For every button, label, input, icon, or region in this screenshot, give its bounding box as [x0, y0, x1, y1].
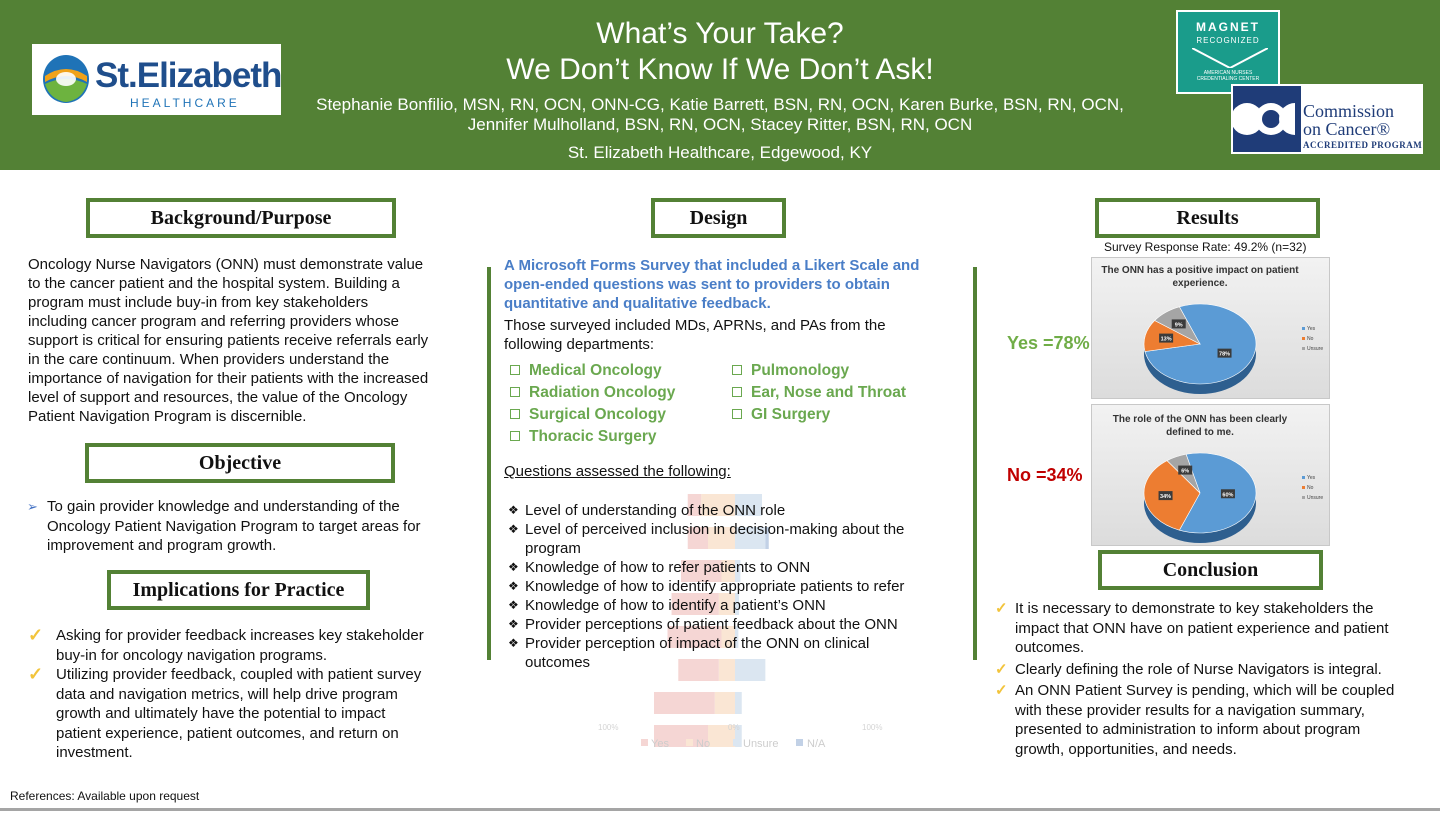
pie-data-label: 78%	[1219, 351, 1231, 358]
surveyed-line: following departments:	[504, 336, 655, 353]
list-item	[27, 497, 467, 556]
yes-summary-label: Yes =78%	[1007, 333, 1090, 353]
ghost-legend-swatch	[641, 739, 648, 746]
department-item	[510, 406, 666, 424]
question-line: Knowledge of how to refer patients to ONN	[525, 559, 811, 576]
background-line: Patient Navigation Program is discernible.	[28, 408, 307, 425]
question-line: Knowledge of how to identify appropriate patients to refer	[525, 578, 905, 595]
diamond-bullet-icon: ❖	[508, 617, 519, 631]
poster-title-line2: We Don’t Know If We Don’t Ask!	[506, 53, 934, 86]
poster-header	[0, 0, 1440, 170]
list-item	[508, 520, 948, 558]
objective-list	[27, 497, 467, 556]
pie-legend-label: Yes	[1307, 326, 1316, 332]
magnet-line2: RECOGNIZED	[1196, 36, 1260, 45]
department-label: Thoracic Surgery	[529, 428, 657, 445]
objective-line: Oncology Patient Navigation Program to target areas for	[47, 517, 421, 535]
institution: St. Elizabeth Healthcare, Edgewood, KY	[567, 143, 873, 162]
question-line: Knowledge of how to identify a patient’s ONN	[525, 597, 826, 614]
magnet-recognized-logo	[1176, 10, 1280, 94]
background-line: Oncology Nurse Navigators (ONN) must demonstrate value	[28, 256, 424, 273]
list-item	[995, 599, 1435, 658]
divider-left	[487, 267, 491, 660]
department-label: Pulmonology	[751, 362, 850, 379]
pie-data-label: 13%	[1160, 336, 1172, 343]
pie-legend-swatch	[1302, 496, 1305, 499]
background-heading: Background/Purpose	[86, 198, 396, 238]
objective-line: improvement and program growth.	[47, 537, 277, 554]
department-item	[510, 428, 657, 446]
background-line: importance of navigation for their patients with the increased	[28, 370, 429, 387]
diamond-bullet-icon: ❖	[508, 560, 519, 574]
question-line: Level of understanding of the ONN role	[525, 502, 786, 519]
list-item	[28, 665, 468, 763]
pie-legend-swatch	[1302, 347, 1305, 350]
pie-legend-swatch	[1302, 476, 1305, 479]
list-item	[508, 596, 948, 615]
department-label: GI Surgery	[751, 406, 831, 423]
ghost-axis-right: 100%	[862, 723, 883, 732]
checkbox-icon	[510, 409, 520, 419]
ghost-bar	[735, 692, 742, 714]
conclusion-line: impact that ONN have on patient experience and patient	[1015, 619, 1389, 637]
conclusion-line: Clearly defining the role of Nurse Navigators is integral.	[1015, 660, 1382, 678]
objective-heading: Objective	[85, 443, 395, 483]
implication-line: investment.	[56, 744, 133, 761]
magnet-line4: CREDENTIALING CENTER	[1196, 76, 1260, 82]
coc-mark-icon	[1233, 86, 1301, 152]
pie-legend-label: No	[1307, 485, 1314, 491]
check-bullet-icon: ✓	[28, 625, 44, 645]
background-line: in the care continuum. When providers understand the	[28, 351, 390, 368]
department-item	[732, 362, 849, 380]
authors-line1: Stephanie Bonfilio, MSN, RN, OCN, ONN-CG, Katie Barrett, BSN, RN, OCN, Karen Burke, BSN, RN, OCN,	[316, 95, 1124, 114]
conclusion-heading: Conclusion	[1098, 550, 1323, 590]
question-line: program	[525, 540, 581, 557]
conclusion-line: with these provider results for a navigation summary,	[1015, 701, 1365, 719]
ghost-axis-mid: 0%	[728, 723, 740, 732]
coc-line3: ACCREDITED PROGRAM	[1303, 140, 1423, 150]
pie-title: The role of the ONN has been clearly defined to me.	[1112, 414, 1288, 438]
list-item	[995, 681, 1435, 759]
coc-line1: Commission	[1303, 101, 1395, 121]
references: References: Available upon request	[10, 789, 200, 803]
response-rate: Survey Response Rate: 49.2% (n=32)	[1104, 240, 1307, 254]
list-item	[508, 615, 948, 634]
background-text	[28, 255, 468, 426]
implication-line: buy-in for oncology navigation programs.	[56, 646, 327, 664]
objective-line: To gain provider knowledge and understanding of the	[47, 498, 400, 515]
pie-legend-swatch	[1302, 337, 1305, 340]
st-elizabeth-mark-icon	[42, 54, 90, 104]
questions-list	[508, 501, 948, 672]
list-item	[508, 558, 948, 577]
pie-data-label: 6%	[1181, 468, 1190, 475]
implication-line: Utilizing provider feedback, coupled with patient survey	[56, 666, 422, 683]
department-item	[510, 362, 662, 380]
list-item	[508, 634, 948, 672]
checkbox-icon	[732, 387, 742, 397]
design-heading: Design	[651, 198, 786, 238]
divider-right	[973, 267, 977, 660]
ghost-legend-label: Yes	[651, 738, 669, 750]
department-label: Surgical Oncology	[529, 406, 666, 423]
list-item	[508, 577, 948, 596]
ghost-legend-label: N/A	[807, 738, 826, 750]
conclusion-line: presented to administration to inform about program	[1015, 721, 1361, 738]
magnet-line3: AMERICAN NURSES	[1203, 70, 1253, 76]
ghost-legend-swatch	[796, 739, 803, 746]
question-line: Provider perceptions of patient feedback about the ONN	[525, 616, 898, 633]
background-line: support is critical for ensuring patients receive referrals early	[28, 332, 429, 349]
pie-legend-label: Unsure	[1307, 495, 1324, 501]
checkbox-icon	[732, 409, 742, 419]
background-line: to the cancer patient and the hospital system. Building a	[28, 275, 400, 292]
conclusion-list	[995, 599, 1435, 759]
poster-title-line1: What’s Your Take?	[596, 17, 844, 50]
conclusion-line: growth, opportunities, and needs.	[1015, 740, 1237, 758]
footer-rule	[0, 808, 1440, 811]
question-line: Level of perceived inclusion in decision-making about the	[525, 521, 905, 538]
check-bullet-icon: ✓	[995, 682, 1008, 699]
list-item	[995, 660, 1435, 680]
department-item	[732, 406, 830, 424]
pie-data-label: 60%	[1222, 492, 1234, 499]
background-line: program must include buy-in from key stakeholders	[28, 294, 369, 311]
questions-heading: Questions assessed the following:	[504, 463, 731, 480]
ghost-bar	[654, 692, 715, 714]
pie-legend-swatch	[1302, 486, 1305, 489]
implication-line: patient experience, patient outcomes, and return on	[56, 724, 399, 742]
implications-heading: Implications for Practice	[107, 570, 370, 610]
pie-chart-1	[1091, 257, 1330, 399]
design-lead-line: quantitative and qualitative feedback.	[504, 295, 771, 312]
question-line: outcomes	[525, 654, 591, 671]
ghost-bar	[715, 692, 735, 714]
background-line: including cancer program and referring providers whose	[28, 313, 400, 330]
conclusion-line: An ONN Patient Survey is pending, which will be coupled	[1015, 682, 1395, 699]
diamond-bullet-icon: ❖	[508, 598, 519, 612]
no-summary-label: No =34%	[1007, 465, 1083, 485]
department-label: Medical Oncology	[529, 362, 662, 379]
background-line: level of support and resources, the value of the Oncology	[28, 389, 408, 406]
logo-name: St.Elizabeth	[95, 56, 282, 95]
question-line: Provider perception of impact of the ONN on clinical	[525, 635, 870, 652]
ghost-legend-label: Unsure	[743, 738, 779, 750]
pie-legend-swatch	[1302, 327, 1305, 330]
conclusion-line: outcomes.	[1015, 639, 1085, 656]
department-item	[732, 384, 906, 402]
implication-line: growth and ultimately have the potential to impact	[56, 705, 386, 722]
design-lead-line: open-ended questions was sent to providers to obtain	[504, 276, 890, 293]
design-surveyed	[504, 316, 954, 354]
checkbox-icon	[732, 365, 742, 375]
logo-sub: HEALTHCARE	[130, 96, 240, 110]
ghost-legend-swatch	[733, 739, 740, 746]
authors	[280, 95, 1160, 135]
department-label: Ear, Nose and Throat	[751, 384, 907, 401]
implications-list	[28, 626, 468, 763]
diamond-bullet-icon: ❖	[508, 522, 519, 536]
surveyed-line: Those surveyed included MDs, APRNs, and PAs from the	[504, 317, 886, 334]
list-item	[508, 501, 948, 520]
pie-data-label: 34%	[1160, 494, 1172, 501]
ghost-legend-swatch	[686, 739, 693, 746]
design-lead-line: A Microsoft Forms Survey that included a Likert Scale and	[504, 257, 920, 274]
diamond-bullet-icon: ❖	[508, 636, 519, 650]
pie-legend-label: Unsure	[1307, 346, 1324, 352]
pie-chart-2	[1091, 404, 1330, 546]
checkbox-icon	[510, 365, 520, 375]
ghost-legend-label: No	[696, 738, 711, 750]
pie-legend-label: No	[1307, 336, 1314, 342]
check-bullet-icon: ✓	[995, 600, 1008, 617]
authors-line2: Jennifer Mulholland, BSN, RN, OCN, Stacey Ritter, BSN, RN, OCN	[467, 115, 973, 134]
diamond-bullet-icon: ❖	[508, 579, 519, 593]
pie-legend-label: Yes	[1307, 475, 1316, 481]
arrow-bullet-icon: ➢	[27, 499, 38, 514]
pie-title: The ONN has a positive impact on patient experience.	[1101, 265, 1299, 289]
checkbox-icon	[510, 387, 520, 397]
department-item	[510, 384, 675, 402]
pie-data-label: 9%	[1174, 322, 1183, 329]
list-item	[28, 626, 468, 665]
st-elizabeth-logo	[32, 44, 281, 115]
magnet-credential	[1178, 70, 1278, 82]
conclusion-line: It is necessary to demonstrate to key stakeholders the	[1015, 600, 1374, 617]
pie-svg-2	[1092, 405, 1331, 547]
checkbox-icon	[510, 431, 520, 441]
commission-on-cancer-logo	[1231, 84, 1423, 154]
implication-line: data and navigation metrics, will help drive program	[56, 685, 398, 703]
coc-line2: on Cancer®	[1303, 119, 1391, 139]
magnet-line1: MAGNET	[1196, 20, 1260, 34]
ghost-axis-left: 100%	[598, 723, 619, 732]
department-label: Radiation Oncology	[529, 384, 676, 401]
design-lead	[504, 256, 954, 313]
diamond-bullet-icon: ❖	[508, 503, 519, 517]
results-heading: Results	[1095, 198, 1320, 238]
pie-svg-1	[1092, 258, 1331, 400]
check-bullet-icon: ✓	[28, 664, 44, 684]
check-bullet-icon: ✓	[995, 660, 1008, 678]
implication-line: Asking for provider feedback increases key stakeholder	[56, 627, 424, 644]
magnet-chevron-icon	[1192, 48, 1268, 68]
